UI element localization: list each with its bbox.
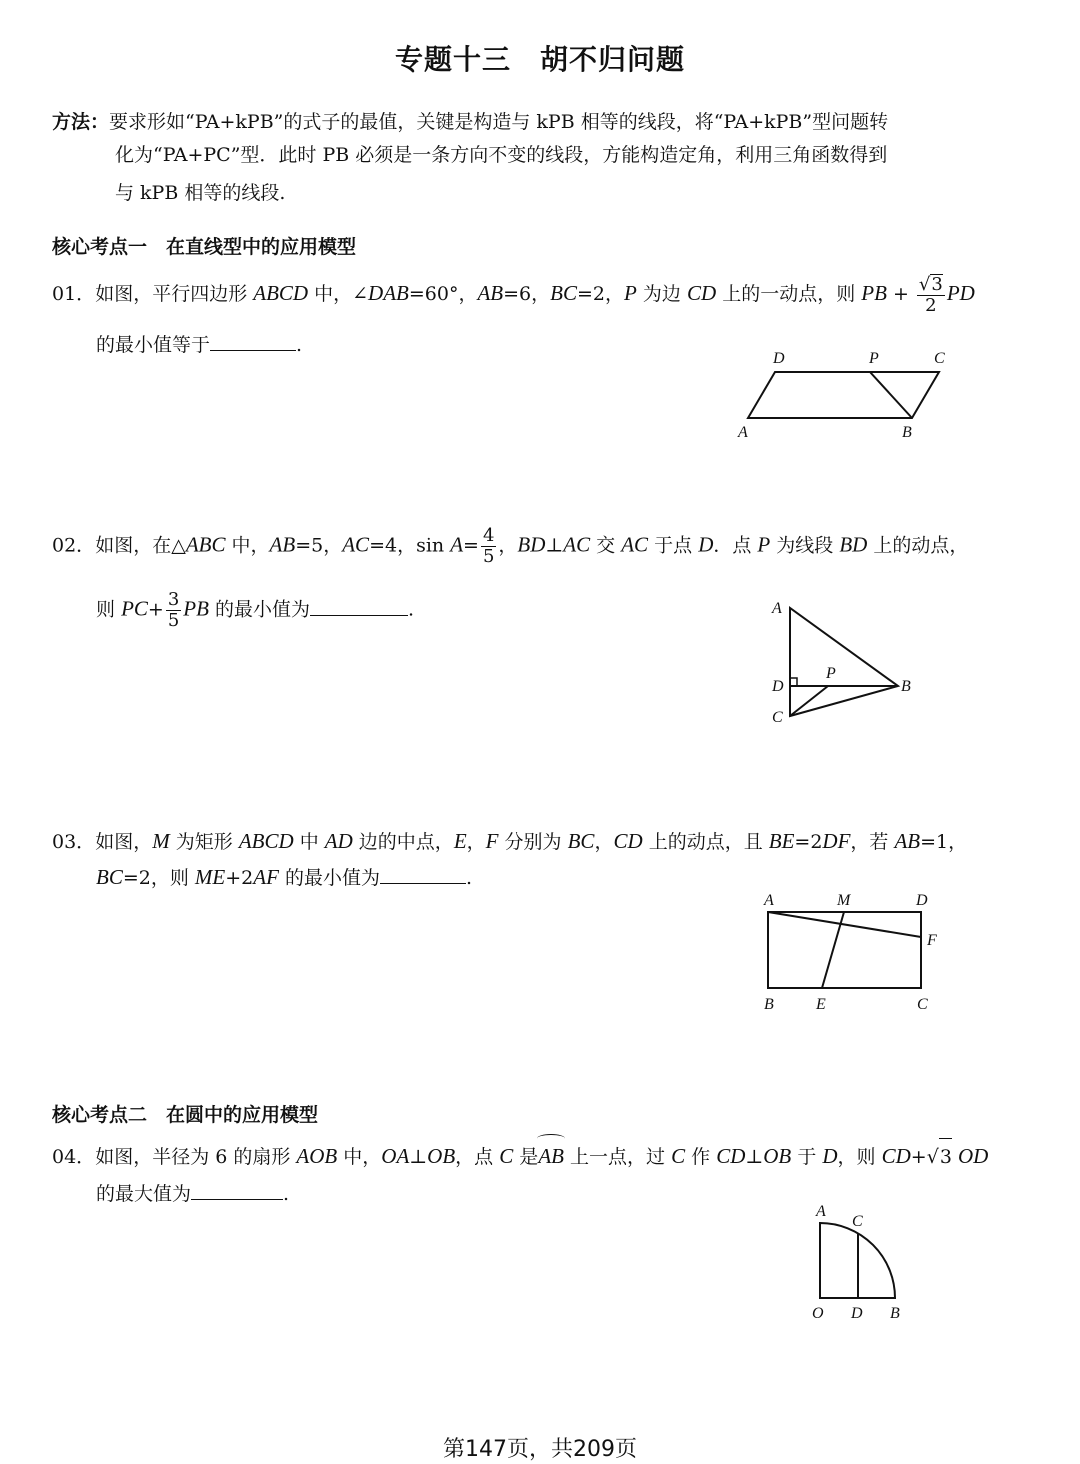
fig1-label-c: C — [934, 350, 945, 367]
fig2-label-b: B — [901, 678, 911, 695]
fig1-label-p: P — [869, 350, 879, 367]
page-footer: 第147页，共209页 — [443, 1437, 637, 1462]
fig3-label-b: B — [764, 996, 774, 1013]
fig3-label-e: E — [816, 996, 826, 1013]
question-2-line-2: 则 PC+ $\frac{3}{5}$ PB 的最小值为 . — [96, 589, 415, 631]
fig4-label-a: A — [816, 1203, 826, 1220]
question-4-line-2: 的最大值为 . — [96, 1176, 289, 1212]
fig3-label-m: M — [837, 892, 851, 909]
fig2-label-c: C — [772, 709, 783, 726]
page-title: 专题十三 胡不归问题 — [394, 43, 685, 76]
section-heading-1: 核心考点一 在直线型中的应用模型 — [52, 236, 357, 258]
fraction-sqrt3-over-2: $\frac{√3}{2}$ — [918, 274, 943, 316]
fig4-label-c: C — [852, 1213, 863, 1230]
fig1-label-b: B — [902, 424, 912, 441]
fig3-label-d: D — [916, 892, 928, 909]
fig1-label-d: D — [773, 350, 785, 367]
arc-ab: AB — [538, 1138, 564, 1174]
question-2-line-1: 02．如图，在△ABC 中，AB=5，AC=4，sin A= $\frac{4}{5}$ ，BD⊥AC 交 AC 于点 D．点 P 为线段 BD 上的动点， — [52, 525, 969, 567]
method-line-1 — [52, 104, 888, 140]
figure-2-triangle — [760, 598, 930, 733]
fig2-label-d: D — [772, 678, 784, 695]
fraction-4-over-5: $\frac{4}{5}$ — [482, 525, 495, 567]
answer-blank-4[interactable] — [191, 1177, 283, 1200]
answer-blank-2[interactable] — [310, 593, 408, 616]
question-1-line-1: 01．如图，平行四边形 ABCD 中，∠DAB=60°，AB=6，BC=2，P 为边 CD 上的一动点，则 PB + $\frac{√3}{2}$ PD — [52, 274, 975, 316]
answer-blank-3[interactable] — [380, 861, 466, 884]
fig4-label-d: D — [851, 1305, 863, 1322]
figure-1-parallelogram — [730, 345, 960, 445]
question-4-line-1: 04．如图，半径为 6 的扇形 AOB 中，OA⊥OB，点 C 是AB 上一点，过 C 作 CD⊥OB 于 D，则 CD+√3 OD — [52, 1138, 988, 1175]
fig1-label-a: A — [738, 424, 748, 441]
question-3-line-1: 03．如图，M 为矩形 ABCD 中 AD 边的中点，E，F 分别为 BC，CD 上的动点，且 BE=2DF，若 AB=1， — [52, 829, 968, 853]
method-text-1: 要求形如“PA+kPB”的式子的最值，关键是构造与 kPB 相等的线段，将“PA+kPB”型问题转 — [109, 111, 889, 133]
answer-blank-1[interactable] — [210, 328, 296, 351]
method-label: 方法： — [52, 111, 110, 133]
figure-3-rectangle — [755, 885, 945, 1015]
fig3-label-c: C — [917, 996, 928, 1013]
fig3-label-f: F — [927, 932, 937, 949]
method-line-2: 化为“PA+PC”型．此时 PB 必须是一条方向不变的线段，方能构造定角，利用三角函数得到 — [115, 144, 888, 166]
fig2-label-a: A — [772, 600, 782, 617]
method-line-3: 与 kPB 相等的线段. — [115, 182, 286, 204]
fig3-label-a: A — [764, 892, 774, 909]
question-3-line-2: BC=2，则 ME+2AF 的最小值为 . — [96, 859, 472, 896]
section-heading-2: 核心考点二 在圆中的应用模型 — [52, 1104, 319, 1126]
fig2-label-p: P — [826, 665, 836, 682]
fig4-label-o: O — [812, 1305, 824, 1322]
figure-4-sector — [800, 1198, 920, 1328]
question-1-line-2: 的最小值等于 . — [96, 327, 302, 363]
fraction-3-over-5: $\frac{3}{5}$ — [167, 589, 180, 631]
fig4-label-b: B — [890, 1305, 900, 1322]
